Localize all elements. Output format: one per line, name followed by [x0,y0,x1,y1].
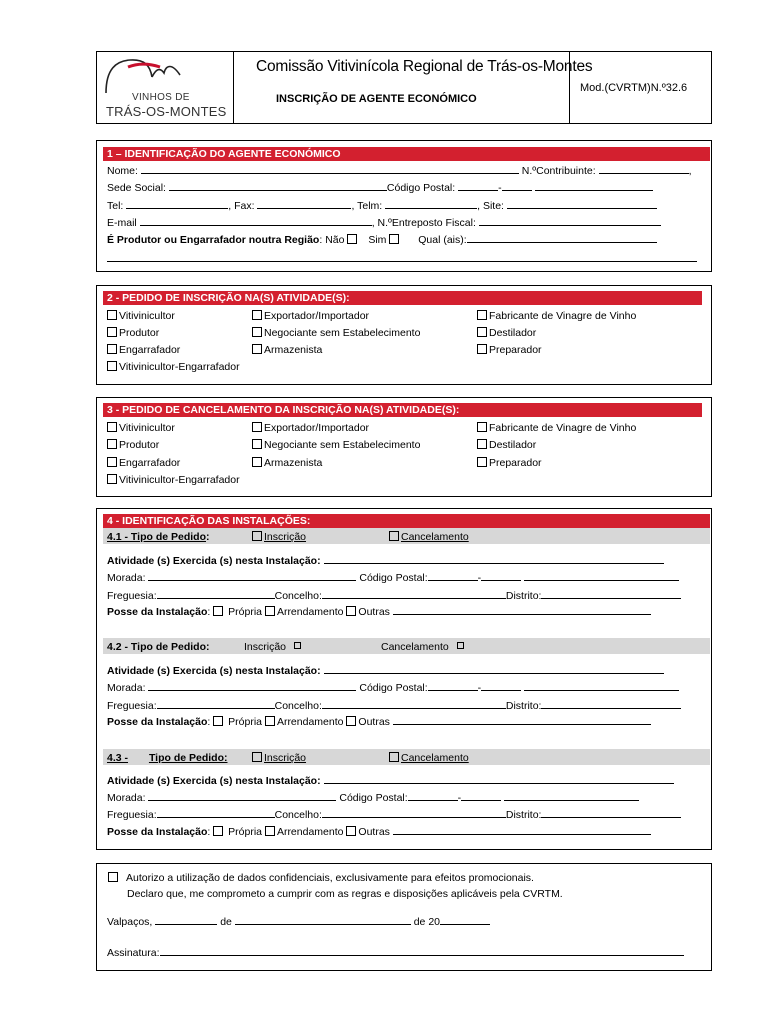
s4-2-arrendamento-checkbox[interactable] [265,716,275,726]
s4-2-atividade-label: Atividade (s) Exercida (s) nesta Instalação: [107,665,321,677]
local-date-row [107,915,490,929]
header-divider-left [233,51,234,124]
s4-3-morada-field[interactable] [148,791,336,801]
s4-3-outras-field[interactable] [393,825,651,835]
s4-1-atividade [107,554,664,568]
s4-2-outras-field[interactable] [393,715,651,725]
s3-vitivinicultor-checkbox[interactable] [107,422,117,432]
s4-2-tipo-label: 4.2 - Tipo de Pedido [107,641,206,653]
s4-2-atividade [107,664,664,678]
s4-3-atividade [107,774,674,788]
s4-1-tipo-label: 4.1 - Tipo de Pedido [107,531,206,543]
s2-engarrafador-label: Engarrafador [119,344,181,356]
codigo-postal-ext-field[interactable] [502,181,532,191]
s4-2-cancelamento-label: Cancelamento [381,641,449,653]
s4-1-concelho-field[interactable] [322,589,506,599]
entreposto-field[interactable] [479,216,661,226]
s2-fabricante-label: Fabricante de Vinagre de Vinho [489,310,637,322]
s4-1-cp-ext-field[interactable] [481,571,521,581]
fax-field[interactable] [257,199,351,209]
s3-preparador-checkbox[interactable] [477,457,487,467]
s4-3-cp-field[interactable] [408,791,458,801]
s4-1-propria-label: Própria [228,606,263,618]
s4-1-outras-label: Outras [358,606,390,618]
s3-destilador-label: Destilador [489,439,537,451]
s4-3-cp-ext-field[interactable] [461,791,501,801]
s4-3-propria-checkbox[interactable] [213,826,223,836]
s3-negociante-checkbox[interactable] [252,439,262,449]
s4-2-arrendamento-label: Arrendamento [276,716,344,728]
s2-vitivinicultor[interactable] [107,309,175,323]
autorizo-checkbox[interactable] [108,872,118,882]
s4-1-posse: Posse da Instalação: Própria Arrendamento Outras [107,605,651,619]
fax-label: , Fax: [228,200,255,212]
s1-row-email [107,216,661,230]
assinatura-label: Assinatura: [107,947,160,959]
s4-3-localidade-field[interactable] [504,791,639,801]
s4-2-localidade-field[interactable] [524,681,679,691]
section-2-title: 2 - PEDIDO DE INSCRIÇÃO NA(S) ATIVIDADE(S): [103,291,702,305]
contribuinte-field[interactable] [599,164,689,174]
s3-vitivinicultor-label: Vitivinicultor [119,422,175,434]
s2-produtor-label: Produtor [119,327,160,339]
s4-2-inscricao-label: Inscrição [244,641,287,653]
s4-3-inscricao-label: Inscrição [264,752,307,764]
sede-field[interactable] [169,181,387,191]
telm-label: , Telm: [351,200,383,212]
s4-3-outras-checkbox[interactable] [346,826,356,836]
s4-1-distrito-field[interactable] [541,589,681,599]
s2-exportador[interactable] [252,309,369,323]
s2-exportador-checkbox[interactable] [252,310,262,320]
codigo-postal-field[interactable] [458,181,498,191]
s2-destilador[interactable] [477,326,536,340]
s2-produtor[interactable] [107,326,159,340]
s3-vit-eng-label: Vitivinicultor-Engarrafador [119,474,240,486]
s4-1-tipo: 4.1 - Tipo de Pedido: [107,531,210,543]
s2-preparador-checkbox[interactable] [477,344,487,354]
s4-1-morada-label: Morada: [107,572,146,584]
month-field[interactable] [235,915,411,925]
s4-3-freguesia [107,808,681,822]
s2-armazenista-checkbox[interactable] [252,344,262,354]
entreposto-label: , N.ºEntreposto Fiscal: [371,217,476,229]
s3-produtor-label: Produtor [119,439,160,451]
year-label: de 20 [413,916,440,928]
s1-row-nome: Nome: N.ºContribuinte: , [107,165,692,177]
s4-1-inscricao[interactable] [252,530,306,544]
s4-1-outras-field[interactable] [393,605,651,615]
s2-vitivinicultor-checkbox[interactable] [107,310,117,320]
s2-produtor-checkbox[interactable] [107,327,117,337]
s4-2-cp-label: Código Postal: [359,682,428,694]
s4-3-posse: Posse da Instalação: Própria Arrendamento Outras [107,825,651,839]
section-1-title: 1 – IDENTIFICAÇÃO DO AGENTE ECONÓMICO [103,147,710,161]
s2-vit-eng-checkbox[interactable] [107,361,117,371]
qual-label: Qual (ais): [418,234,467,246]
s3-exportador-label: Exportador/Importador [264,422,370,434]
s4-3-arrendamento-checkbox[interactable] [265,826,275,836]
s3-destilador-checkbox[interactable] [477,439,487,449]
model-code: Mod.(CVRTM)N.º32.6 [580,82,688,94]
s2-armazenista-label: Armazenista [264,344,323,356]
s4-2-posse: Posse da Instalação: Própria Arrendamento Outras [107,715,651,729]
s4-3-freguesia-label: Freguesia: [107,809,157,821]
s4-1-cp-label: Código Postal: [359,572,428,584]
s4-3-distrito-label: Distrito: [505,809,542,821]
localidade-field[interactable] [535,181,653,191]
logo [100,55,228,121]
s3-exportador[interactable] [252,421,369,435]
s4-2-inscricao-checkbox[interactable] [294,642,301,649]
s4-3-freguesia-field[interactable] [157,808,275,818]
s4-1-atividade-label: Atividade (s) Exercida (s) nesta Instalação: [107,555,321,567]
s3-armazenista[interactable] [252,456,322,470]
logo-text-small: VINHOS DE [132,92,190,103]
s3-fabricante-label: Fabricante de Vinagre de Vinho [489,422,637,434]
s4-3-cancelamento[interactable] [389,751,469,765]
s4-2-outras-checkbox[interactable] [346,716,356,726]
s3-armazenista-label: Armazenista [264,457,323,469]
s3-engarrafador-label: Engarrafador [119,457,181,469]
s4-3-cancelamento-checkbox[interactable] [389,752,399,762]
s2-preparador-label: Preparador [489,344,542,356]
s3-fabricante-checkbox[interactable] [477,422,487,432]
s4-2-morada-label: Morada: [107,682,146,694]
s4-1-freguesia-label: Freguesia: [107,590,157,602]
s4-2-morada-field[interactable] [148,681,356,691]
s2-negociante-label: Negociante sem Estabelecimento [264,327,421,339]
s4-2-atividade-field[interactable] [324,664,664,674]
s3-vitivinicultor[interactable] [107,421,175,435]
s4-1-arrendamento-checkbox[interactable] [265,606,275,616]
qual-field[interactable] [467,233,657,243]
s4-1-cancelamento-checkbox[interactable] [389,531,399,541]
s2-engarrafador[interactable] [107,343,180,357]
s4-2-morada: Morada: Código Postal: - [107,681,679,695]
s2-fabricante[interactable] [477,309,636,323]
assinatura-field[interactable] [160,946,684,956]
s3-produtor-checkbox[interactable] [107,439,117,449]
s4-3-concelho-field[interactable] [322,808,506,818]
s4-1-inscricao-label: Inscrição [264,531,307,543]
s3-vitivinicultor-engarrafador[interactable] [107,473,240,487]
s4-2-freguesia-label: Freguesia: [107,700,157,712]
s4-3-cp-label: Código Postal: [339,792,408,804]
tel-label: Tel: [107,200,124,212]
s4-2-propria-checkbox[interactable] [213,716,223,726]
s4-3-posse-label: Posse da Instalação [107,826,208,838]
s3-destilador[interactable] [477,438,536,452]
s4-1-morada-field[interactable] [148,571,356,581]
email-label: E-mail [107,217,137,229]
s4-2-inscricao[interactable] [244,640,301,654]
s4-2-cp-ext-field[interactable] [481,681,521,691]
s4-1-posse-label: Posse da Instalação [107,606,208,618]
autorizo-row [108,871,534,885]
s4-1-atividade-field[interactable] [324,554,664,564]
autorizo-text: Autorizo a utilização de dados confidenciais, exclusivamente para efeitos promocionais. [126,872,534,884]
s4-3-outras-label: Outras [358,826,390,838]
s4-3-morada-label: Morada: [107,792,146,804]
s4-2-concelho-label: Concelho: [274,700,322,712]
day-field[interactable] [155,915,217,925]
produtor-question: É Produtor ou Engarrafador noutra Região [107,234,320,246]
s4-2-tipo: 4.2 - Tipo de Pedido: [107,641,210,653]
s4-1-inscricao-checkbox[interactable] [252,531,262,541]
declaro-text: Declaro que, me comprometo a cumprir com as regras e disposições aplicáveis pela CVRTM. [127,888,563,900]
s4-3-distrito-field[interactable] [541,808,681,818]
s3-exportador-checkbox[interactable] [252,422,262,432]
year-field[interactable] [440,915,490,925]
s4-3-concelho-label: Concelho: [274,809,322,821]
s2-vitivinicultor-label: Vitivinicultor [119,310,175,322]
logo-swoosh-icon [100,55,228,95]
codigo-postal-label: Código Postal: [386,182,456,194]
s2-fabricante-checkbox[interactable] [477,310,487,320]
s4-3-atividade-label: Atividade (s) Exercida (s) nesta Instalação: [107,775,321,787]
s4-2-cancelamento-checkbox[interactable] [457,642,464,649]
s4-1-freguesia-field[interactable] [157,589,275,599]
s4-3-arrendamento-label: Arrendamento [276,826,344,838]
s2-exportador-label: Exportador/Importador [264,310,370,322]
s4-1-freguesia [107,589,681,603]
s4-3-cancelamento-label: Cancelamento [401,752,469,764]
s4-1-cancelamento[interactable] [389,530,469,544]
section-4-title: 4 - IDENTIFICAÇÃO DAS INSTALAÇÕES: [103,514,710,528]
sim-checkbox[interactable] [389,234,399,244]
s3-engarrafador[interactable] [107,456,180,470]
sede-label: Sede Social: [107,182,166,194]
s4-1-outras-checkbox[interactable] [346,606,356,616]
s4-1-propria-checkbox[interactable] [213,606,223,616]
s4-2-freguesia [107,699,681,713]
contribuinte-label: N.ºContribuinte: [521,165,596,177]
s3-preparador[interactable] [477,456,542,470]
s4-3-morada: Morada: Código Postal: - [107,791,639,805]
s4-3-atividade-field[interactable] [324,774,674,784]
s4-2-outras-label: Outras [358,716,390,728]
s1-row-produtor [107,233,657,247]
s2-destilador-checkbox[interactable] [477,327,487,337]
s3-engarrafador-checkbox[interactable] [107,457,117,467]
s1-row-tel [107,199,657,213]
s4-2-cancelamento[interactable] [381,640,464,654]
s4-3-tipo-label: Tipo de Pedido [148,752,224,764]
email-field[interactable] [140,216,372,226]
nome-label: Nome: [107,165,138,177]
s3-vit-eng-checkbox[interactable] [107,474,117,484]
s4-2-distrito-field[interactable] [541,699,681,709]
nao-checkbox[interactable] [347,234,357,244]
s4-1-concelho-label: Concelho: [274,590,322,602]
site-label: , Site: [477,200,504,212]
s2-vitivinicultor-engarrafador[interactable] [107,360,240,374]
nome-field[interactable] [141,164,519,174]
form-title: INSCRIÇÃO DE AGENTE ECONÓMICO [276,93,477,105]
s4-3-propria-label: Própria [228,826,263,838]
de-label: de [220,916,232,928]
s2-negociante-checkbox[interactable] [252,327,262,337]
s4-3-tipo-num: 4.3 - [107,752,129,764]
s4-2-concelho-field[interactable] [322,699,506,709]
assinatura-row [107,946,684,960]
s3-armazenista-checkbox[interactable] [252,457,262,467]
s4-3-inscricao[interactable] [252,751,306,765]
org-title: Comissão Vitivinícola Regional de Trás-os-Montes [256,58,593,75]
local-label: Valpaços, [107,916,153,928]
s3-negociante[interactable] [252,438,420,452]
s4-3-tipo: 4.3 - Tipo de Pedido: [107,752,228,764]
s4-2-distrito-label: Distrito: [505,700,542,712]
s3-negociante-label: Negociante sem Estabelecimento [264,439,421,451]
s2-destilador-label: Destilador [489,327,537,339]
s4-2-freguesia-field[interactable] [157,699,275,709]
site-field[interactable] [507,199,657,209]
nao-label: : Não [319,234,345,246]
section-3-title: 3 - PEDIDO DE CANCELAMENTO DA INSCRIÇÃO NA(S) ATIVIDADE(S): [103,403,702,417]
sim-label: Sim [368,234,387,246]
s2-preparador[interactable] [477,343,542,357]
s1-row-sede: Sede Social: Código Postal: - [107,181,653,195]
s1-extra-line[interactable] [107,261,697,262]
s4-1-distrito-label: Distrito: [505,590,542,602]
s3-preparador-label: Preparador [489,457,542,469]
s4-1-cp-field[interactable] [428,571,478,581]
s4-2-cp-field[interactable] [428,681,478,691]
s4-1-cancelamento-label: Cancelamento [401,531,469,543]
s4-1-morada: Morada: Código Postal: - [107,571,679,585]
logo-text-large: TRÁS-OS-MONTES [106,104,227,119]
s4-2-propria-label: Própria [228,716,263,728]
s2-engarrafador-checkbox[interactable] [107,344,117,354]
tel-field[interactable] [126,199,228,209]
s2-negociante[interactable] [252,326,420,340]
s2-armazenista[interactable] [252,343,322,357]
s4-1-localidade-field[interactable] [524,571,679,581]
s3-fabricante[interactable] [477,421,636,435]
s4-2-posse-label: Posse da Instalação [107,716,208,728]
telm-field[interactable] [385,199,477,209]
s2-vit-eng-label: Vitivinicultor-Engarrafador [119,361,240,373]
s3-produtor[interactable] [107,438,159,452]
s4-3-inscricao-checkbox[interactable] [252,752,262,762]
s4-1-arrendamento-label: Arrendamento [276,606,344,618]
